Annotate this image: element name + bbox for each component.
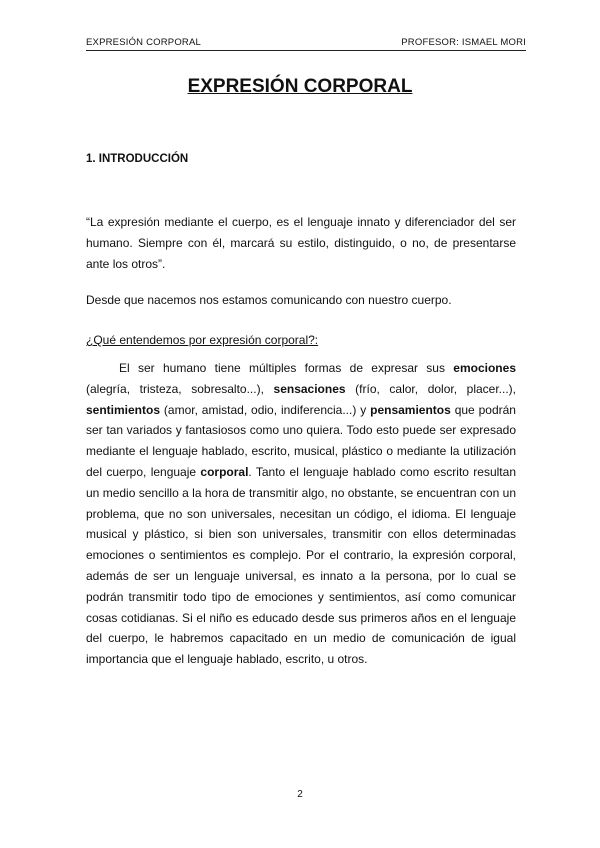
term-thoughts: pensamientos	[370, 402, 451, 417]
paragraph-text: . Tanto el lenguaje hablado como escrito resultan un medio sencillo a la hora de transmitir algo, no obstante, se encuentran con un problema, que no son universales, necesitan un código, el idioma. El lenguaje musical y plástico, si bien son universales, transmitir con ellos determinadas emociones o sentimientos es complejo. Por el contrario, la expresión corporal, además de ser un lenguaje universal, es innato a la persona, por lo cual se podrán transmitir todo tipo de emociones y sentimientos, así como comunicar cosas cotidianas. Si el niño es educado desde sus primeros años en el lenguaje del cuerpo, le habremos capacitado en un medio de comunicación de igual importancia que el lenguaje hablado, escrito, u otros.	[86, 464, 516, 667]
body-paragraph	[86, 358, 516, 670]
paragraph-text: (amor, amistad, odio, indiferencia...) y	[160, 402, 371, 417]
paragraph-text: (frío, calor, dolor, placer...),	[345, 381, 516, 396]
intro-sentence: Desde que nacemos nos estamos comunicando con nuestro cuerpo.	[86, 293, 452, 307]
header-teacher: PROFESOR: ISMAEL MORI	[401, 37, 526, 48]
paragraph-text: (alegría, tristeza, sobresalto...),	[86, 381, 274, 396]
term-feelings: sentimientos	[86, 402, 161, 417]
header-divider	[86, 50, 526, 51]
page-header	[86, 37, 526, 49]
page-number: 2	[297, 789, 303, 800]
page-title: EXPRESIÓN CORPORAL	[187, 76, 413, 97]
term-sensations: sensaciones	[273, 381, 346, 396]
header-course-title: EXPRESIÓN CORPORAL	[86, 37, 201, 48]
question-heading: ¿Qué entendemos por expresión corporal?:	[86, 333, 319, 347]
section-heading: 1. INTRODUCCIÓN	[86, 153, 189, 165]
quote-paragraph: “La expresión mediante el cuerpo, es el lenguaje innato y diferenciador del ser humano. Siempre con él, marcará su estilo, distinguido, o no, de presentarse ante los otros”.	[86, 215, 516, 271]
paragraph-text: que podrán ser tan variados y fantasiosos como uno quiera. Todo esto puede ser expresado mediante el lenguaje hablado, escrito, musical, plástico o mediante la utilización del cuerpo, lenguaje	[86, 402, 516, 479]
term-corporal: corporal	[200, 464, 249, 479]
term-emotions: emociones	[453, 361, 516, 375]
paragraph-text: El ser humano tiene múltiples formas de expresar sus	[119, 361, 454, 375]
